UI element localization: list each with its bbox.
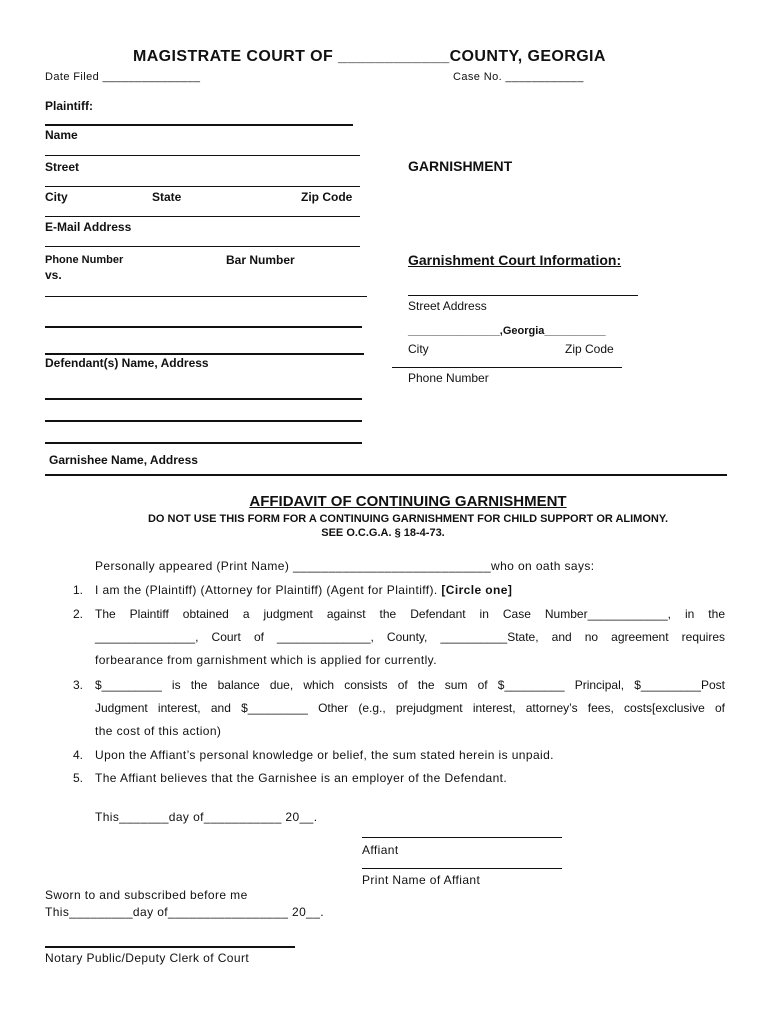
item-number-4: 4. (73, 748, 84, 762)
plaintiff-street-line[interactable] (45, 155, 360, 156)
item-number-2: 2. (73, 607, 84, 621)
defendant-line-1[interactable] (45, 296, 367, 297)
plaintiff-name-line[interactable] (45, 124, 353, 126)
item-4-text: Upon the Affiant’s personal knowledge or belief, the sum stated herein is unpaid. (95, 748, 554, 762)
affiant-print-name-line[interactable] (362, 868, 562, 869)
plaintiff-email-line[interactable] (45, 216, 360, 217)
plaintiff-zip-label: Zip Code (301, 190, 353, 204)
garnishment-heading: GARNISHMENT (408, 158, 513, 174)
item-5-text: The Affiant believes that the Garnishee is an employer of the Defendant. (95, 771, 508, 785)
sworn-text: Sworn to and subscribed before me (45, 888, 248, 902)
court-city-georgia-line[interactable]: _______________,Georgia__________ (408, 325, 606, 337)
personally-appeared-line[interactable]: Personally appeared (Print Name) ____________________________who on oath says: (95, 559, 595, 573)
plaintiff-bar-label: Bar Number (226, 253, 295, 267)
court-phone-line[interactable] (392, 367, 622, 368)
plaintiff-heading: Plaintiff: (45, 99, 93, 113)
plaintiff-street-label: Street (45, 160, 80, 174)
affidavit-date-line[interactable]: This_______day of___________ 20__. (95, 810, 318, 824)
plaintiff-city-line[interactable] (45, 186, 360, 187)
item-2-line-2: _______________, Court of ______________, County, __________State, and no agreement requires (95, 630, 725, 644)
affidavit-title: AFFIDAVIT OF CONTINUING GARNISHMENT (249, 493, 567, 510)
plaintiff-phone-label: Phone Number (45, 254, 124, 266)
court-street-line[interactable] (408, 295, 638, 296)
court-title: MAGISTRATE COURT OF ____________COUNTY, GEORGIA (133, 48, 606, 65)
affiant-signature-line[interactable] (362, 837, 562, 838)
item-1-text (95, 583, 512, 597)
court-phone-label: Phone Number (408, 371, 489, 385)
item-number-1: 1. (73, 583, 84, 597)
court-street-label: Street Address (408, 299, 487, 313)
defendant-label: Defendant(s) Name, Address (45, 356, 209, 370)
affiant-label: Affiant (362, 843, 399, 857)
notary-signature-line[interactable] (45, 946, 295, 948)
item-3-line-3: the cost of this action) (95, 724, 222, 738)
warning-line-2: SEE O.C.G.A. § 18-4-73. (321, 527, 445, 539)
plaintiff-phone-line[interactable] (45, 246, 360, 247)
defendant-line-3[interactable] (45, 353, 364, 355)
versus-label: vs. (45, 268, 62, 282)
sworn-date-line[interactable]: This_________day of_________________ 20__. (45, 905, 325, 919)
defendant-line-2[interactable] (45, 326, 362, 328)
item-3-line-2: Judgment interest, and $_________ Other (e.g., prejudgment interest, attorney’s fees, costs[exclusive of (95, 701, 725, 715)
garnishee-label: Garnishee Name, Address (49, 453, 198, 467)
print-name-label: Print Name of Affiant (362, 873, 481, 887)
plaintiff-name-label: Name (45, 128, 78, 142)
item-number-5: 5. (73, 771, 84, 785)
plaintiff-state-label: State (152, 190, 182, 204)
garnishee-line-2[interactable] (45, 420, 362, 422)
court-info-heading: Garnishment Court Information: (408, 252, 622, 268)
court-zip-label: Zip Code (565, 342, 614, 356)
item-number-3: 3. (73, 678, 84, 692)
plaintiff-city-label: City (45, 190, 68, 204)
case-number-field[interactable]: Case No. ____________ (453, 71, 584, 83)
item-2-line-3: forbearance from garnishment which is applied for currently. (95, 653, 437, 667)
date-filed-field[interactable]: Date Filed _______________ (45, 71, 201, 83)
item-2-line-1: The Plaintiff obtained a judgment against the Defendant in Case Number____________, in the (95, 607, 725, 621)
notary-label: Notary Public/Deputy Clerk of Court (45, 951, 250, 965)
section-divider (45, 474, 727, 476)
plaintiff-email-label: E-Mail Address (45, 220, 132, 234)
item-3-line-1: $_________ is the balance due, which consists of the sum of $_________ Principal, $_________Post (95, 678, 725, 692)
garnishee-line-1[interactable] (45, 398, 362, 400)
item-1-statement: I am the (Plaintiff) (Attorney for Plaintiff) (Agent for Plaintiff). (95, 583, 438, 597)
warning-line-1: DO NOT USE THIS FORM FOR A CONTINUING GARNISHMENT FOR CHILD SUPPORT OR ALIMONY. (147, 513, 669, 525)
court-city-label: City (408, 342, 429, 356)
garnishee-line-3[interactable] (45, 442, 362, 444)
circle-one-note: [Circle one] (441, 583, 513, 597)
